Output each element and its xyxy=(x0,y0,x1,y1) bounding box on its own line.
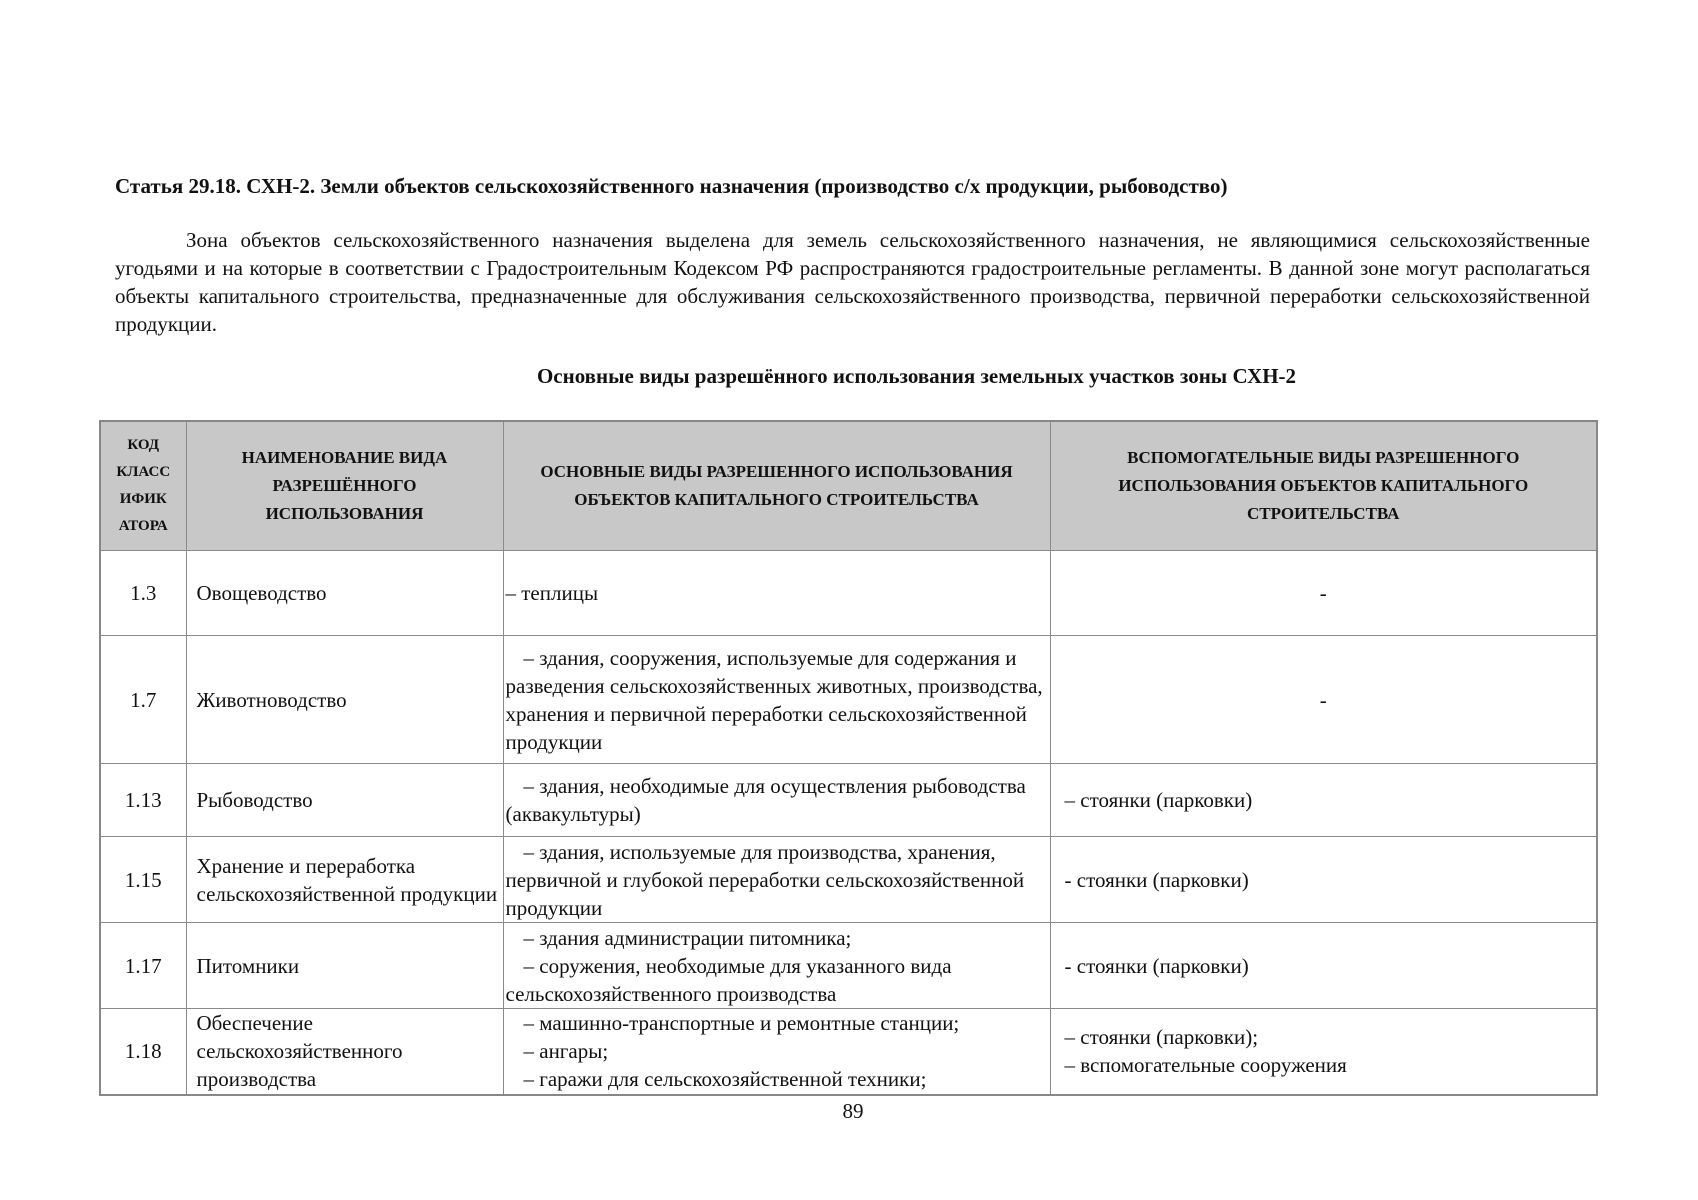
list-item: – ангары; xyxy=(523,1039,609,1064)
list-item: - стоянки (парковки) xyxy=(1064,867,1249,892)
cell-code: 1.3 xyxy=(100,551,186,636)
list-item: - xyxy=(1319,581,1327,605)
cell-main-uses xyxy=(503,923,1050,1009)
list-item: – стоянки (парковки); xyxy=(1064,1025,1259,1050)
intro-paragraph: Зона объектов сельскохозяйственного назначения выделена для земель сельскохозяйственного назначения, не являющимися сельскохозяйственные угодьями и на которые в соответствии с Градостроительным Кодексом РФ распространяются градостроительные регламенты. В данной зоне могут располагаться объекты капитального строительства, предназначенные для обслуживания сельскохозяйственного производства, первичной переработки сельскохозяйственной продукции. xyxy=(115,228,1590,336)
cell-name: Животноводство xyxy=(186,636,503,764)
list-item: - стоянки (парковки) xyxy=(1064,953,1249,978)
list-item: – здания, используемые для производства, хранения, первичной и глубокой переработки сельскохозяйственной продукции xyxy=(505,839,1025,920)
cell-code: 1.7 xyxy=(100,636,186,764)
list-item: – здания, необходимые для осуществления рыбоводства (аквакультуры) xyxy=(505,774,1026,826)
article-heading: Статья 29.18. СХН-2. Земли объектов сельскохозяйственного назначения (производство с/х продукции, рыбоводство) xyxy=(115,174,1228,198)
table-row xyxy=(100,551,1597,636)
cell-code: 1.15 xyxy=(100,837,186,923)
table-row xyxy=(100,1009,1597,1095)
cell-main-uses xyxy=(503,837,1050,923)
cell-code: 1.13 xyxy=(100,764,186,837)
header-main-uses: ОСНОВНЫЕ ВИДЫ РАЗРЕШЕННОГО ИСПОЛЬЗОВАНИЯ ОБЪЕКТОВ КАПИТАЛЬНОГО СТРОИТЕЛЬСТВА xyxy=(503,421,1050,551)
cell-aux-uses xyxy=(1050,837,1597,923)
page-number-text: 89 xyxy=(842,1099,864,1123)
header-code xyxy=(100,421,186,551)
header-code-line: АТОРА xyxy=(118,518,168,534)
cell-name: Питомники xyxy=(186,923,503,1009)
table-row xyxy=(100,764,1597,837)
page-number xyxy=(0,1097,1698,1125)
cell-aux-uses xyxy=(1050,1009,1597,1095)
table-header-row xyxy=(100,421,1597,551)
cell-code: 1.17 xyxy=(100,923,186,1009)
cell-code: 1.18 xyxy=(100,1009,186,1095)
header-code-line: КОД xyxy=(127,437,160,453)
cell-name: Рыбоводство xyxy=(186,764,503,837)
list-item: - xyxy=(1319,687,1327,712)
list-item: – гаражи для сельскохозяйственной техники; xyxy=(523,1067,927,1092)
cell-name: Овощеводство xyxy=(186,551,503,636)
table-title: Основные виды разрешённого использования земельных участков зоны СХН-2 xyxy=(536,364,1297,388)
list-item: – здания администрации питомника; xyxy=(523,925,852,950)
cell-aux-uses xyxy=(1050,636,1597,764)
cell-name: Обеспечение сельскохозяйственного производства xyxy=(186,1009,503,1095)
cell-aux-uses xyxy=(1050,551,1597,636)
header-name: НАИМЕНОВАНИЕ ВИДА РАЗРЕШЁННОГО ИСПОЛЬЗОВАНИЯ xyxy=(186,421,503,551)
list-item: – вспомогательные сооружения xyxy=(1064,1053,1347,1078)
table-row xyxy=(100,923,1597,1009)
list-item: – соружения, необходимые для указанного вида сельскохозяйственного производства xyxy=(505,953,952,1006)
header-code-line: КЛАСС xyxy=(116,464,171,480)
header-aux-uses: ВСПОМОГАТЕЛЬНЫЕ ВИДЫ РАЗРЕШЕННОГО ИСПОЛЬЗОВАНИЯ ОБЪЕКТОВ КАПИТАЛЬНОГО СТРОИТЕЛЬСТВА xyxy=(1050,421,1597,551)
cell-main-uses xyxy=(503,551,1050,636)
cell-main-uses xyxy=(503,1009,1050,1095)
list-item: – машинно-транспортные и ремонтные станции; xyxy=(523,1011,960,1036)
cell-main-uses xyxy=(503,764,1050,837)
list-item: – стоянки (парковки) xyxy=(1064,788,1253,812)
list-item: – здания, сооружения, используемые для содержания и разведения сельскохозяйственных животных, производства, хранения и первичной переработки сельскохозяйственной продукции xyxy=(505,645,1043,754)
cell-aux-uses xyxy=(1050,764,1597,837)
cell-aux-uses xyxy=(1050,923,1597,1009)
list-item: – теплицы xyxy=(505,581,599,605)
table-row xyxy=(100,837,1597,923)
header-code-line: ИФИК xyxy=(119,491,167,507)
permitted-uses-table xyxy=(99,420,1598,1096)
cell-name: Хранение и переработка сельскохозяйственной продукции xyxy=(186,837,503,923)
table-row xyxy=(100,636,1597,764)
cell-main-uses xyxy=(503,636,1050,764)
